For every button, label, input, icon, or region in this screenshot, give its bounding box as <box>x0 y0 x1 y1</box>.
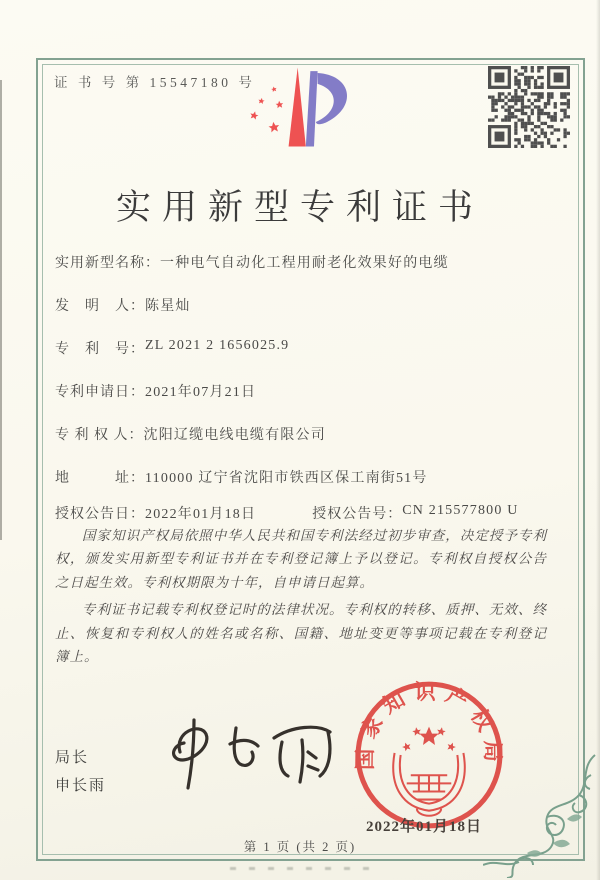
field-value: 2022年01月18日 <box>145 507 257 522</box>
field-row-address <box>55 467 555 503</box>
director-name: 申长雨 <box>55 777 107 794</box>
field-label: 专 利 号： <box>55 342 145 357</box>
field-label: 专利申请日： <box>55 385 145 400</box>
field-value: 2021年07月21日 <box>145 385 257 400</box>
grant-number-pair <box>312 503 518 523</box>
field-value: CN 215577800 U <box>402 503 519 518</box>
field-value: 一种电气自动化工程用耐老化效果好的电缆 <box>160 256 449 271</box>
field-row-patentee <box>55 424 555 467</box>
grant-date-pair <box>55 503 256 523</box>
field-value: 110000 辽宁省沈阳市铁西区保工南街51号 <box>145 471 428 486</box>
field-row-invention-name <box>55 252 555 295</box>
qr-code <box>488 66 570 148</box>
field-list <box>55 252 555 546</box>
legal-paragraph-2: 专利证书记载专利权登记时的法律状况。专利权的转移、质押、无效、终止、恢复和专利权人的姓名或名称、国籍、地址变更等事项记载在专利登记簿上。 <box>55 602 547 665</box>
field-label: 授权公告号： <box>312 507 403 522</box>
field-row-filing-date <box>55 381 555 424</box>
field-label: 地 址： <box>55 471 145 486</box>
seal-text: 国家知识产权局 <box>353 680 505 771</box>
field-value: ZL 2021 2 1656025.9 <box>145 338 290 353</box>
page-indicator: 第 1 页 (共 2 页) <box>243 840 357 854</box>
field-label: 实用新型名称： <box>55 256 160 271</box>
next-page-edge-marks <box>230 867 375 870</box>
photo-edge <box>596 0 600 880</box>
seal-date: 2022年01月18日 <box>366 819 483 835</box>
legal-paragraph-1: 国家知识产权局依照中华人民共和国专利法经过初步审查，决定授予专利权，颁发实用新型专利证书并在专利登记簿上予以登记。专利权自授权公告之日起生效。专利权期限为十年，自申请日起算。 <box>55 528 547 590</box>
field-value: 陈星灿 <box>145 299 191 314</box>
photo-edge <box>0 80 2 540</box>
director-signature <box>150 714 345 796</box>
field-row-inventor <box>55 295 555 338</box>
field-label: 授权公告日： <box>55 507 145 522</box>
director-block <box>55 744 106 800</box>
certificate-title: 实用新型专利证书 <box>115 188 484 227</box>
corner-ornament-icon <box>483 753 598 878</box>
field-label: 专 利 权 人： <box>55 428 144 443</box>
certificate-number: 证 书 号 第 15547180 号 <box>54 75 256 90</box>
legal-text <box>55 524 547 673</box>
field-label: 发 明 人： <box>55 299 145 314</box>
cnipa-logo-icon <box>245 58 363 166</box>
director-title: 局长 <box>55 749 90 766</box>
field-value: 沈阳辽缆电线电缆有限公司 <box>143 428 326 443</box>
field-row-patent-number <box>55 338 555 381</box>
